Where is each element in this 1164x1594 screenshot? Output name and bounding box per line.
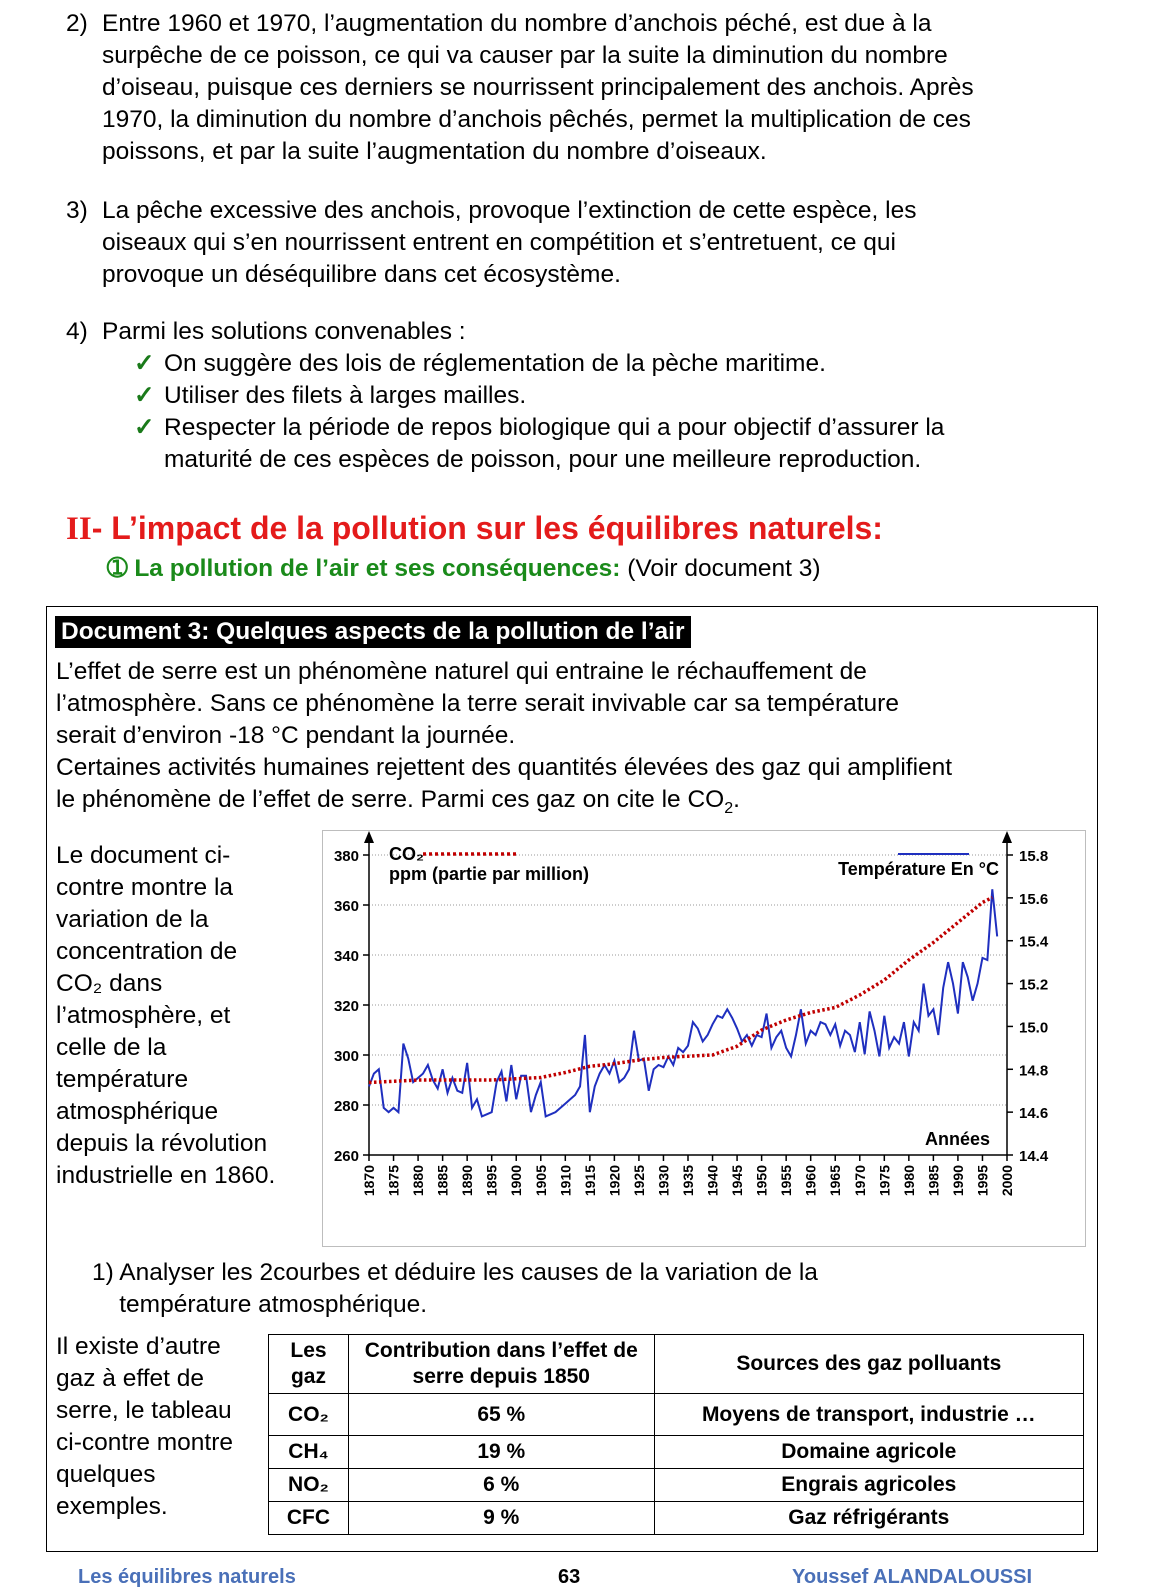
document-title: Document 3: Quelques aspects de la pollution de l’air [55, 616, 691, 648]
bullet-text-cont: maturité de ces espèces de poisson, pour une meilleure reproduction. [164, 446, 922, 473]
left-tick-label: 260 [333, 1148, 359, 1165]
question-1-line: température atmosphérique. [92, 1291, 428, 1318]
x-tick-label: 1870 [361, 1165, 377, 1197]
x-tick-label: 1900 [508, 1165, 525, 1197]
x-tick-label: 1945 [729, 1165, 746, 1197]
answer-3-line: oiseaux qui s’en nourrissent entrent en compétition et s’entretuent, ce qui [102, 229, 897, 256]
cell-source: Engrais agricoles [654, 1469, 1083, 1502]
co2-subscript: 2 [724, 799, 734, 817]
table-desc-line: exemples. [56, 1493, 168, 1520]
answer-2-line: 1970, la diminution du nombre d’anchois pêchés, permet la multiplication de ces [102, 106, 971, 133]
checkmark-icon: ✓ [134, 414, 155, 441]
header-sources: Sources des gaz polluants [654, 1335, 1083, 1394]
cell-source: Moyens de transport, industrie … [654, 1394, 1083, 1436]
table-row [269, 1436, 1084, 1469]
table-header-row [269, 1335, 1084, 1394]
left-axis-unit: ppm (partie par million) [389, 864, 590, 884]
desc-line: celle de la [56, 1034, 167, 1061]
cell-contribution: 9 % [348, 1502, 654, 1535]
x-axis-label: Années [924, 1129, 990, 1149]
desc-line: l’atmosphère, et [56, 1002, 231, 1029]
left-axis-ticks [334, 848, 369, 1165]
table-desc-line: quelques [56, 1461, 156, 1488]
intro-line: Certaines activités humaines rejettent des quantités élevées des gaz qui amplifient [56, 754, 953, 781]
answer-2-text [102, 8, 974, 168]
x-tick-label: 1950 [753, 1165, 770, 1197]
section-heading [66, 510, 883, 548]
intro-last-dot: . [733, 786, 740, 813]
right-tick-label: 14.8 [1019, 1062, 1049, 1080]
right-tick-label: 15.6 [1019, 890, 1049, 908]
x-tick-label: 1980 [900, 1165, 917, 1197]
answer-2-line: poissons, et par la suite l’augmentation du nombre d’oiseaux. [102, 138, 767, 165]
intro-line: serait d’environ -18 °C pendant la journée. [56, 722, 516, 749]
answer-4-intro: Parmi les solutions convenables : [102, 318, 466, 345]
left-tick-label: 300 [333, 1048, 359, 1065]
intro-line-last [56, 784, 1096, 825]
answer-4 [66, 316, 1156, 481]
cell-gas: CFC [269, 1502, 349, 1535]
answer-3-line: La pêche excessive des anchois, provoque l’extinction de cette espèce, les [102, 197, 917, 224]
header-contribution: Contribution dans l’effet de serre depuis 1850 [348, 1335, 654, 1394]
x-tick-label: 1895 [483, 1165, 500, 1197]
question-1-line: 1) Analyser les 2courbes et déduire les causes de la variation de la [92, 1259, 818, 1286]
x-tick-label: 1920 [606, 1165, 623, 1197]
bullet-2 [134, 380, 527, 412]
answer-3-number: 3) [66, 197, 88, 224]
x-tick-label: 1930 [655, 1165, 672, 1197]
cell-gas: CO₂ [269, 1394, 349, 1436]
co2-temperature-chart [322, 830, 1086, 1247]
footer-page-number: 63 [558, 1566, 581, 1588]
table-desc-line: ci-contre montre [56, 1429, 234, 1456]
left-tick-label: 340 [333, 948, 359, 965]
x-tick-label: 2000 [999, 1165, 1015, 1197]
header-gas: Les gaz [269, 1335, 349, 1394]
table-desc-line: gaz à effet de [56, 1365, 205, 1392]
x-tick-label: 1965 [827, 1165, 844, 1197]
subsection-marker: ➀ [107, 555, 128, 582]
answer-3-text [102, 195, 916, 291]
right-axis-arrow [1002, 831, 1012, 843]
x-tick-label: 1905 [532, 1165, 549, 1197]
answer-2-line: d’oiseau, puisque ces derniers se nourrissent principalement des anchois. Après [102, 74, 974, 101]
x-tick-label: 1985 [925, 1165, 942, 1197]
answer-2-number: 2) [66, 10, 88, 37]
x-tick-label: 1955 [778, 1165, 795, 1197]
desc-line: Le document ci- [56, 842, 231, 869]
chart-description [56, 840, 316, 1192]
cell-gas: CH₄ [269, 1436, 349, 1469]
cell-source: Domaine agricole [654, 1436, 1083, 1469]
desc-line: concentration de [56, 938, 238, 965]
greenhouse-gas-table [268, 1334, 1084, 1535]
footer-chapter: Les équilibres naturels [78, 1566, 296, 1588]
bullet-1 [134, 348, 826, 380]
cell-source: Gaz réfrigérants [654, 1502, 1083, 1535]
answer-2-line: Entre 1960 et 1970, l’augmentation du nombre d’anchois péché, est due à la [102, 10, 932, 37]
bullet-text: On suggère des lois de réglementation de la pèche maritime. [164, 350, 826, 377]
x-tick-label: 1890 [459, 1165, 476, 1197]
answer-2-line: surpêche de ce poisson, ce qui va causer par la suite la diminution du nombre [102, 42, 948, 69]
bullet-text: Respecter la période de repos biologique qui a pour objectif d’assurer la [164, 414, 945, 441]
cell-contribution: 6 % [348, 1469, 654, 1502]
right-axis-ticks [1007, 848, 1049, 1165]
right-tick-label: 15.0 [1019, 1019, 1049, 1037]
cell-gas: NO₂ [269, 1469, 349, 1502]
x-tick-label: 1925 [630, 1165, 647, 1197]
right-tick-label: 15.8 [1019, 848, 1049, 865]
right-tick-label: 14.4 [1019, 1148, 1049, 1165]
subsection-heading [107, 553, 821, 583]
x-tick-label: 1940 [704, 1165, 721, 1197]
desc-line: industrielle en 1860. [56, 1162, 276, 1189]
chart-grid [369, 855, 1007, 1105]
table-description [56, 1331, 271, 1523]
bullet-3 [134, 412, 945, 473]
answer-4-number: 4) [66, 318, 88, 345]
x-tick-label: 1995 [974, 1165, 991, 1197]
desc-line: contre montre la [56, 874, 234, 901]
checkmark-icon: ✓ [134, 382, 155, 409]
right-tick-label: 14.6 [1019, 1105, 1049, 1123]
desc-line: CO₂ dans [56, 970, 163, 997]
left-tick-label: 320 [333, 998, 359, 1015]
left-tick-label: 360 [333, 898, 359, 915]
legend-co2-label: CO₂ [389, 844, 424, 864]
subsection-title: La pollution de l’air et ses conséquences: [134, 555, 621, 582]
desc-line: depuis la révolution [56, 1130, 268, 1157]
footer-author: Youssef ALANDALOUSSI [792, 1566, 1033, 1588]
table-row [269, 1394, 1084, 1436]
x-tick-label: 1935 [680, 1165, 696, 1197]
left-tick-label: 380 [333, 848, 359, 865]
section-roman: II [66, 511, 92, 547]
x-tick-label: 1960 [802, 1165, 819, 1197]
table-row [269, 1469, 1084, 1502]
x-tick-label: 1915 [581, 1165, 598, 1197]
x-tick-label: 1885 [434, 1165, 451, 1197]
right-tick-label: 15.4 [1019, 933, 1049, 951]
x-tick-label: 1975 [876, 1165, 893, 1197]
left-axis-arrow [364, 831, 374, 843]
answer-3-line: provoque un déséquilibre dans cet écosystème. [102, 261, 621, 288]
left-tick-label: 280 [333, 1098, 359, 1115]
legend-temp-label: Température En °C [838, 859, 999, 879]
section-title: - L’impact de la pollution sur les équilibres naturels: [91, 510, 883, 546]
temperature-series-line [369, 889, 997, 1116]
x-tick-label: 1910 [557, 1165, 574, 1197]
cell-contribution: 65 % [348, 1394, 654, 1436]
x-tick-label: 1880 [410, 1165, 427, 1197]
right-tick-label: 15.2 [1019, 976, 1049, 994]
checkmark-icon: ✓ [134, 350, 155, 377]
document-intro [56, 656, 1096, 825]
subsection-ref: (Voir document 3) [627, 555, 821, 582]
bullet-text: Utiliser des filets à larges mailles. [164, 382, 527, 409]
desc-line: atmosphérique [56, 1098, 219, 1125]
desc-line: température [56, 1066, 189, 1093]
table-desc-line: serre, le tableau [56, 1397, 232, 1424]
x-tick-label: 1990 [949, 1165, 966, 1197]
desc-line: variation de la [56, 906, 209, 933]
table-row [269, 1502, 1084, 1535]
intro-line: L’effet de serre est un phénomène naturel qui entraine le réchauffement de [56, 658, 867, 685]
x-axis-ticks [361, 1155, 1015, 1196]
chart-svg [323, 831, 1085, 1246]
intro-last-text: le phénomène de l’effet de serre. Parmi ces gaz on cite le CO [56, 786, 725, 813]
intro-line: l’atmosphère. Sans ce phénomène la terre serait invivable car sa température [56, 690, 899, 717]
cell-contribution: 19 % [348, 1436, 654, 1469]
x-tick-label: 1970 [851, 1165, 868, 1197]
question-1 [92, 1257, 818, 1321]
x-tick-label: 1875 [385, 1165, 402, 1197]
table-desc-line: Il existe d’autre [56, 1333, 221, 1360]
